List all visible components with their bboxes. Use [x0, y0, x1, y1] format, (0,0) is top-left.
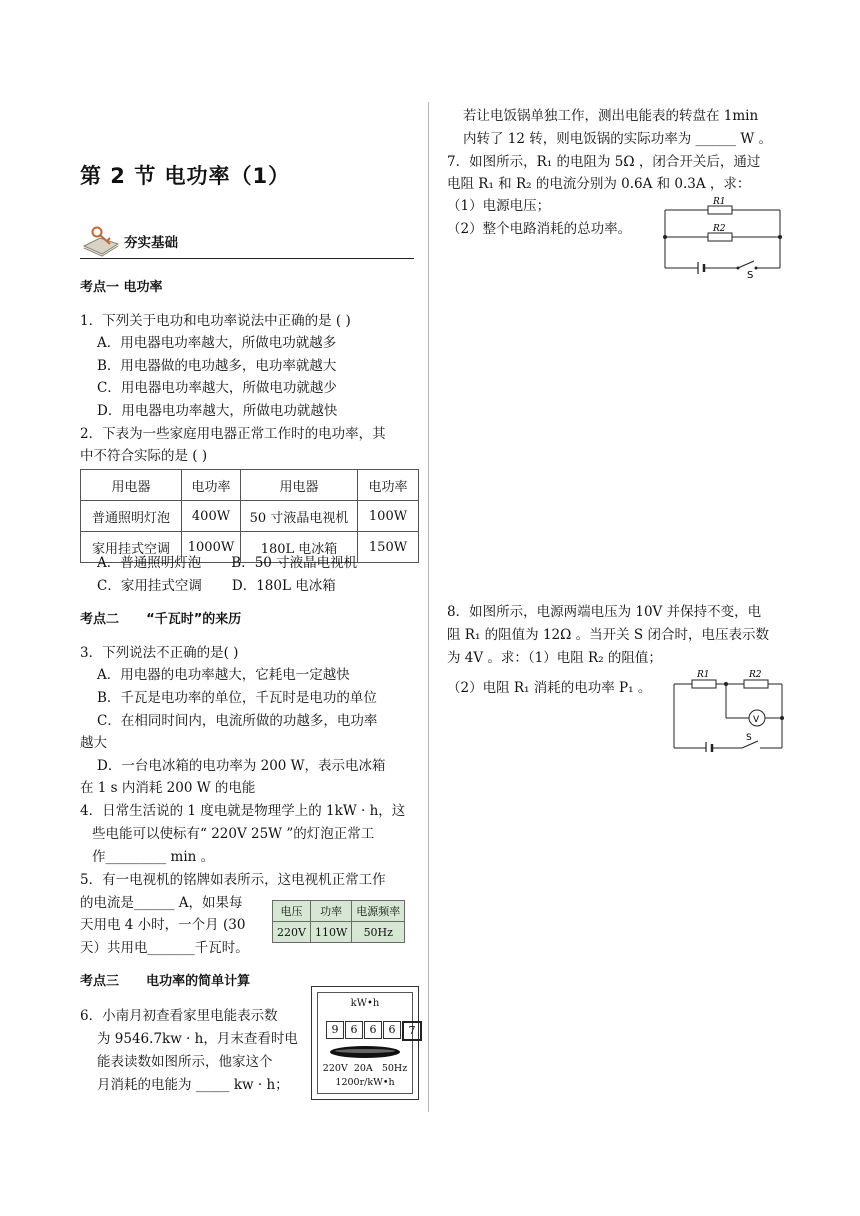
meter-spec: 220V 20A 50Hz [322, 1063, 408, 1074]
table-cell: 180L 电冰箱 [241, 532, 358, 563]
meter-spec: 1200r/kW•h [335, 1077, 395, 1088]
q7-line: （1）电源电压； [447, 198, 551, 214]
q7-line: 7．如图所示，R₁ 的电阻为 5Ω ，闭合开关后，通过 [447, 154, 761, 170]
page-title: 第 2 节 电功率（1） [80, 164, 291, 188]
q3-line: D．一台电冰箱的电功率为 200 W，表示电冰箱 [97, 758, 386, 774]
table-header: 电压 [273, 901, 311, 922]
table-header: 电源频率 [352, 901, 405, 922]
meter-disc-icon [328, 1045, 402, 1059]
meter-face [317, 992, 416, 1094]
q7-line: （2）整个电路消耗的总功率。 [447, 221, 632, 237]
q6-line: 6．小南月初查看家里电能表示数 [80, 1008, 278, 1024]
meter-digits [326, 1021, 423, 1041]
table-header: 电功率 [182, 470, 241, 501]
table-cell: 普通照明灯泡 [81, 501, 182, 532]
meter-digit: 6 [383, 1021, 401, 1039]
c2-r2-label: R2 [749, 670, 762, 680]
table-cell: 50Hz [352, 922, 405, 943]
table-row [81, 501, 419, 532]
q5-line: 的电流是______ A，如果每 [80, 895, 243, 911]
table-cell: 150W [358, 532, 419, 563]
appliance-table [80, 469, 419, 563]
q1-option-d: D．用电器电功率越大，所做电功就越快 [97, 403, 338, 419]
table-cell: 家用挂式空调 [81, 532, 182, 563]
table-cell: 110W [310, 922, 351, 943]
meter-digit: 6 [364, 1021, 382, 1039]
circuit-diagram-q8 [668, 666, 790, 752]
q3-line: C．在相同时间内，电流所做的功越多，电功率 [97, 713, 378, 729]
q5-line: 5．有一电视机的铭牌如表所示，这电视机正常工作 [80, 872, 386, 888]
table-row [273, 901, 405, 922]
q1-option-b: B．用电器做的电功越多，电功率就越大 [97, 358, 337, 374]
q7-line: 电阻 R₁ 和 R₂ 的电流分别为 0.6A 和 0.3A ，求： [447, 176, 751, 192]
table-cell: 50 寸液晶电视机 [241, 501, 358, 532]
section-header [80, 222, 414, 259]
q3-line: B．千瓦是电功率的单位，千瓦时是电功的单位 [97, 690, 377, 706]
table-cell: 400W [182, 501, 241, 532]
circuit-diagram-q7 [660, 195, 786, 280]
q1-option-c: C．用电器电功率越大，所做电功就越少 [97, 380, 337, 396]
q8-line: 为 4V 。求：（1）电阻 R₂ 的阻值； [447, 650, 662, 666]
table-header: 用电器 [81, 470, 182, 501]
energy-meter [311, 986, 419, 1100]
q3-stem: 3．下列说法不正确的是( ) [80, 645, 239, 661]
q3-line: A．用电器的电功率越大，它耗电一定越快 [97, 667, 350, 683]
q1-option-a: A．用电器电功率越大，所做电功就越多 [97, 335, 337, 351]
meter-digit: 7 [402, 1021, 422, 1041]
q1-stem: 1．下列关于电功和电功率说法中正确的是 ( ) [80, 313, 351, 329]
q6-continued: 若让电饭锅单独工作，测出电能表的转盘在 1min [463, 108, 759, 124]
q4-line: 些电能可以使标有“ 220V 25W ”的灯泡正常工 [92, 826, 375, 842]
kd2-heading: 考点二 “千瓦时”的来历 [80, 612, 242, 627]
c1-r2-label: R2 [713, 224, 726, 234]
q6-continued: 内转了 12 转，则电饭锅的实际功率为 ______ W 。 [463, 131, 773, 147]
c1-switch-label: S [747, 270, 754, 280]
meter-unit: kW•h [350, 998, 380, 1009]
q4-line: 作_________ min 。 [92, 849, 215, 865]
q2-stem: 中不符合实际的是 ( ) [80, 448, 208, 464]
kd3-heading: 考点三 电功率的简单计算 [80, 974, 251, 989]
q2-options-cd: C．家用挂式空调 D．180L 电冰箱 [97, 578, 336, 594]
q6-line: 月消耗的电能为 _____ kw · h； [97, 1077, 289, 1093]
table-header: 功率 [310, 901, 351, 922]
table-header: 电功率 [358, 470, 419, 501]
q8-line: 8．如图所示，电源两端电压为 10V 并保持不变，电 [447, 604, 762, 620]
column-divider [428, 102, 429, 1112]
q5-line: 天用电 4 小时，一个月 (30 [80, 917, 246, 933]
q2-options-ab: A．普通照明灯泡 B．50 寸液晶电视机 [97, 555, 358, 571]
tv-nameplate [272, 900, 405, 943]
q3-line: 越大 [80, 735, 107, 751]
q6-line: 为 9546.7kw · h，月末查看时电 [97, 1031, 298, 1047]
table-header: 用电器 [241, 470, 358, 501]
c2-switch-label: S [746, 733, 752, 743]
c1-r1-label: R1 [713, 197, 726, 207]
c2-voltmeter-label: V [753, 715, 760, 725]
q3-line: 在 1 s 内消耗 200 W 的电能 [80, 780, 256, 796]
kd1-heading: 考点一 电功率 [80, 280, 163, 295]
q6-line: 能表读数如图所示，他家这个 [97, 1054, 273, 1070]
table-row [81, 470, 419, 501]
section-label: 夯实基础 [124, 235, 178, 251]
q5-line: 天）共用电_______千瓦时。 [80, 940, 249, 956]
q8-line: 阻 R₁ 的阻值为 12Ω 。当开关 S 闭合时，电压表示数 [447, 627, 769, 643]
book-key-icon [80, 224, 122, 258]
q2-stem: 2．下表为一些家庭用电器正常工作时的电功率，其 [80, 426, 386, 442]
meter-digit: 6 [345, 1021, 363, 1039]
table-cell: 220V [273, 922, 311, 943]
c2-r1-label: R1 [697, 670, 710, 680]
table-row [273, 922, 405, 943]
q4-line: 4．日常生活说的 1 度电就是物理学上的 1kW · h，这 [80, 803, 406, 819]
table-cell: 100W [358, 501, 419, 532]
q8-line: （2）电阻 R₁ 消耗的电功率 P₁ 。 [447, 680, 652, 696]
meter-digit: 9 [326, 1021, 344, 1039]
table-cell: 1000W [182, 532, 241, 563]
